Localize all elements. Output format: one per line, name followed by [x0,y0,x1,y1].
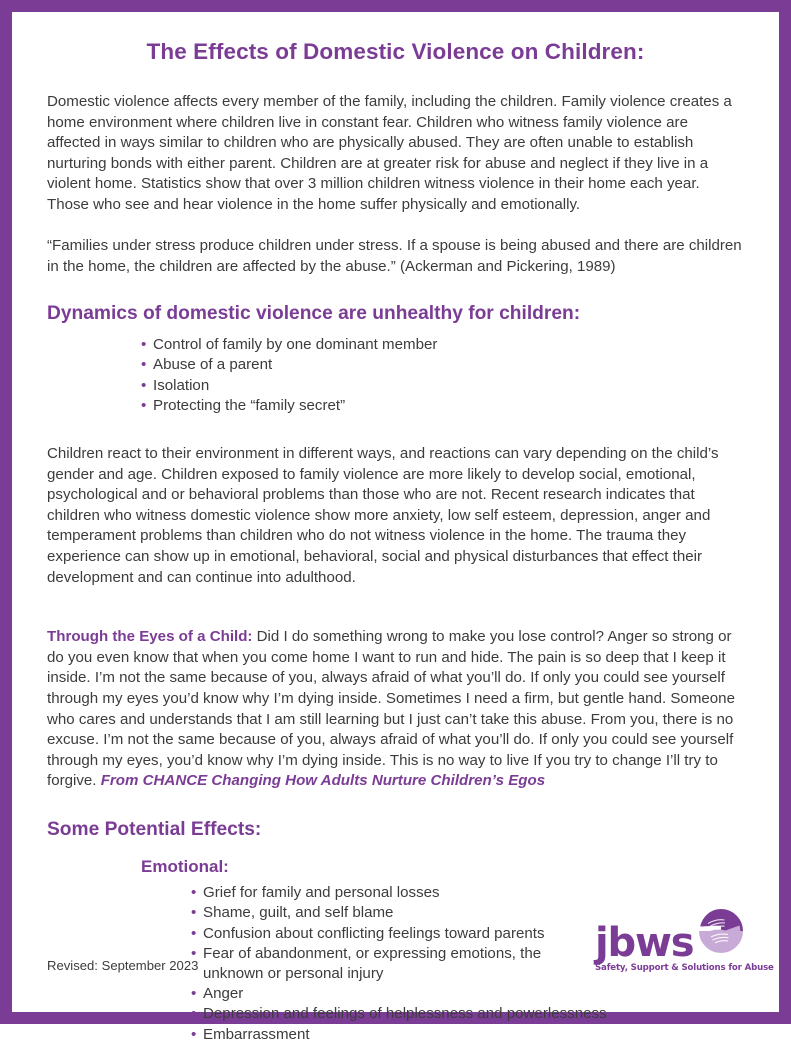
intro-paragraph: Domestic violence affects every member of the family, including the children. Family violence creates a home environment where children live in constant fear. Children who witness family violence are affected in ways similar to children who are physically abused. They are often unable to establish nurturing bonds with either parent. Children are at greater risk for abuse and neglect if they live in a violent home. Statistics show that over 3 million children witness violence in their home each year. Those who see and hear violence in the home suffer physically and emotionally. [47,93,732,213]
page-title: The Effects of Domestic Violence on Children: [146,39,645,64]
revision-note: Revised: September 2023 [47,958,199,974]
helping-hands-circle-icon [698,908,744,959]
potential-effects-heading: Some Potential Effects: [47,818,262,840]
dynamics-bullet-list [47,335,744,416]
page-content-frame [12,12,779,1043]
eyes-of-a-child-paragraph [47,627,744,792]
emotional-subheading: Emotional: [141,856,229,876]
list-item: • Abuse of a parent [141,355,744,375]
eyes-of-a-child-attribution: From CHANCE Changing How Adults Nurture Children’s Egos [100,772,546,790]
list-item: • Confusion about conflicting feelings toward parents [191,924,744,944]
jbws-logo [595,908,774,973]
list-item: • Anger [191,984,744,1004]
list-item: • Control of family by one dominant member [141,335,744,355]
logo-wordmark: jbws [595,920,694,967]
list-item: • Protecting the “family secret” [141,396,744,416]
list-item: • Embarrassment [191,1025,744,1045]
logo-tagline: Safety, Support & Solutions for Abuse [595,963,774,973]
quote-paragraph: “Families under stress produce children under stress. If a spouse is being abused and there are children in the home, the children are affected by the abuse.” (Ackerman and Pickering, 1989) [47,237,742,275]
list-item: • Isolation [141,376,744,396]
reactions-paragraph: Children react to their environment in different ways, and reactions can vary depending on the child’s gender and age. Children exposed to family violence are more likely to develop social, emotional, psychological and or behavioral problems than those who are not. Recent research indicates that children who witness domestic violence show more anxiety, low self esteem, depression, anger and temperament problems than children who do not witness violence in the home. The trauma they experience can show up in emotional, behavioral, social and physical disturbances that effect their development and can continue into adulthood. [47,445,719,586]
eyes-of-a-child-body: Did I do something wrong to make you lose control? Anger so strong or do you even know that when you come home I want to run and hide. The pain is so deep that I keep it inside. I’m not the same because of you, always afraid of what you’ll do. If only you could see yourself through my eyes you’d know why I’m dying inside. Sometimes I need a firm, but gentle hand. Someone who cares and understands that I am still learning but I just can’t take this abuse. From you, there is no excuse. I’m not the same because of you, always afraid of what you’ll do. If only you could see yourself through my eyes, you’d know why I’m dying inside. This is no way to live If you try to change I’ll try to forgive. [47,628,735,790]
list-item: • Shame, guilt, and self blame [191,903,744,923]
eyes-of-a-child-lead-in: Through the Eyes of a Child: [47,628,253,646]
list-item: • Grief for family and personal losses [191,883,744,903]
logo-row [595,908,740,967]
list-item: • Depression and feelings of helplessness and powerlessness [191,1004,744,1024]
dynamics-heading: Dynamics of domestic violence are unhealthy for children: [47,303,581,325]
list-item: • Fear of abandonment, or expressing emotions, the unknown or personal injury [191,944,555,984]
